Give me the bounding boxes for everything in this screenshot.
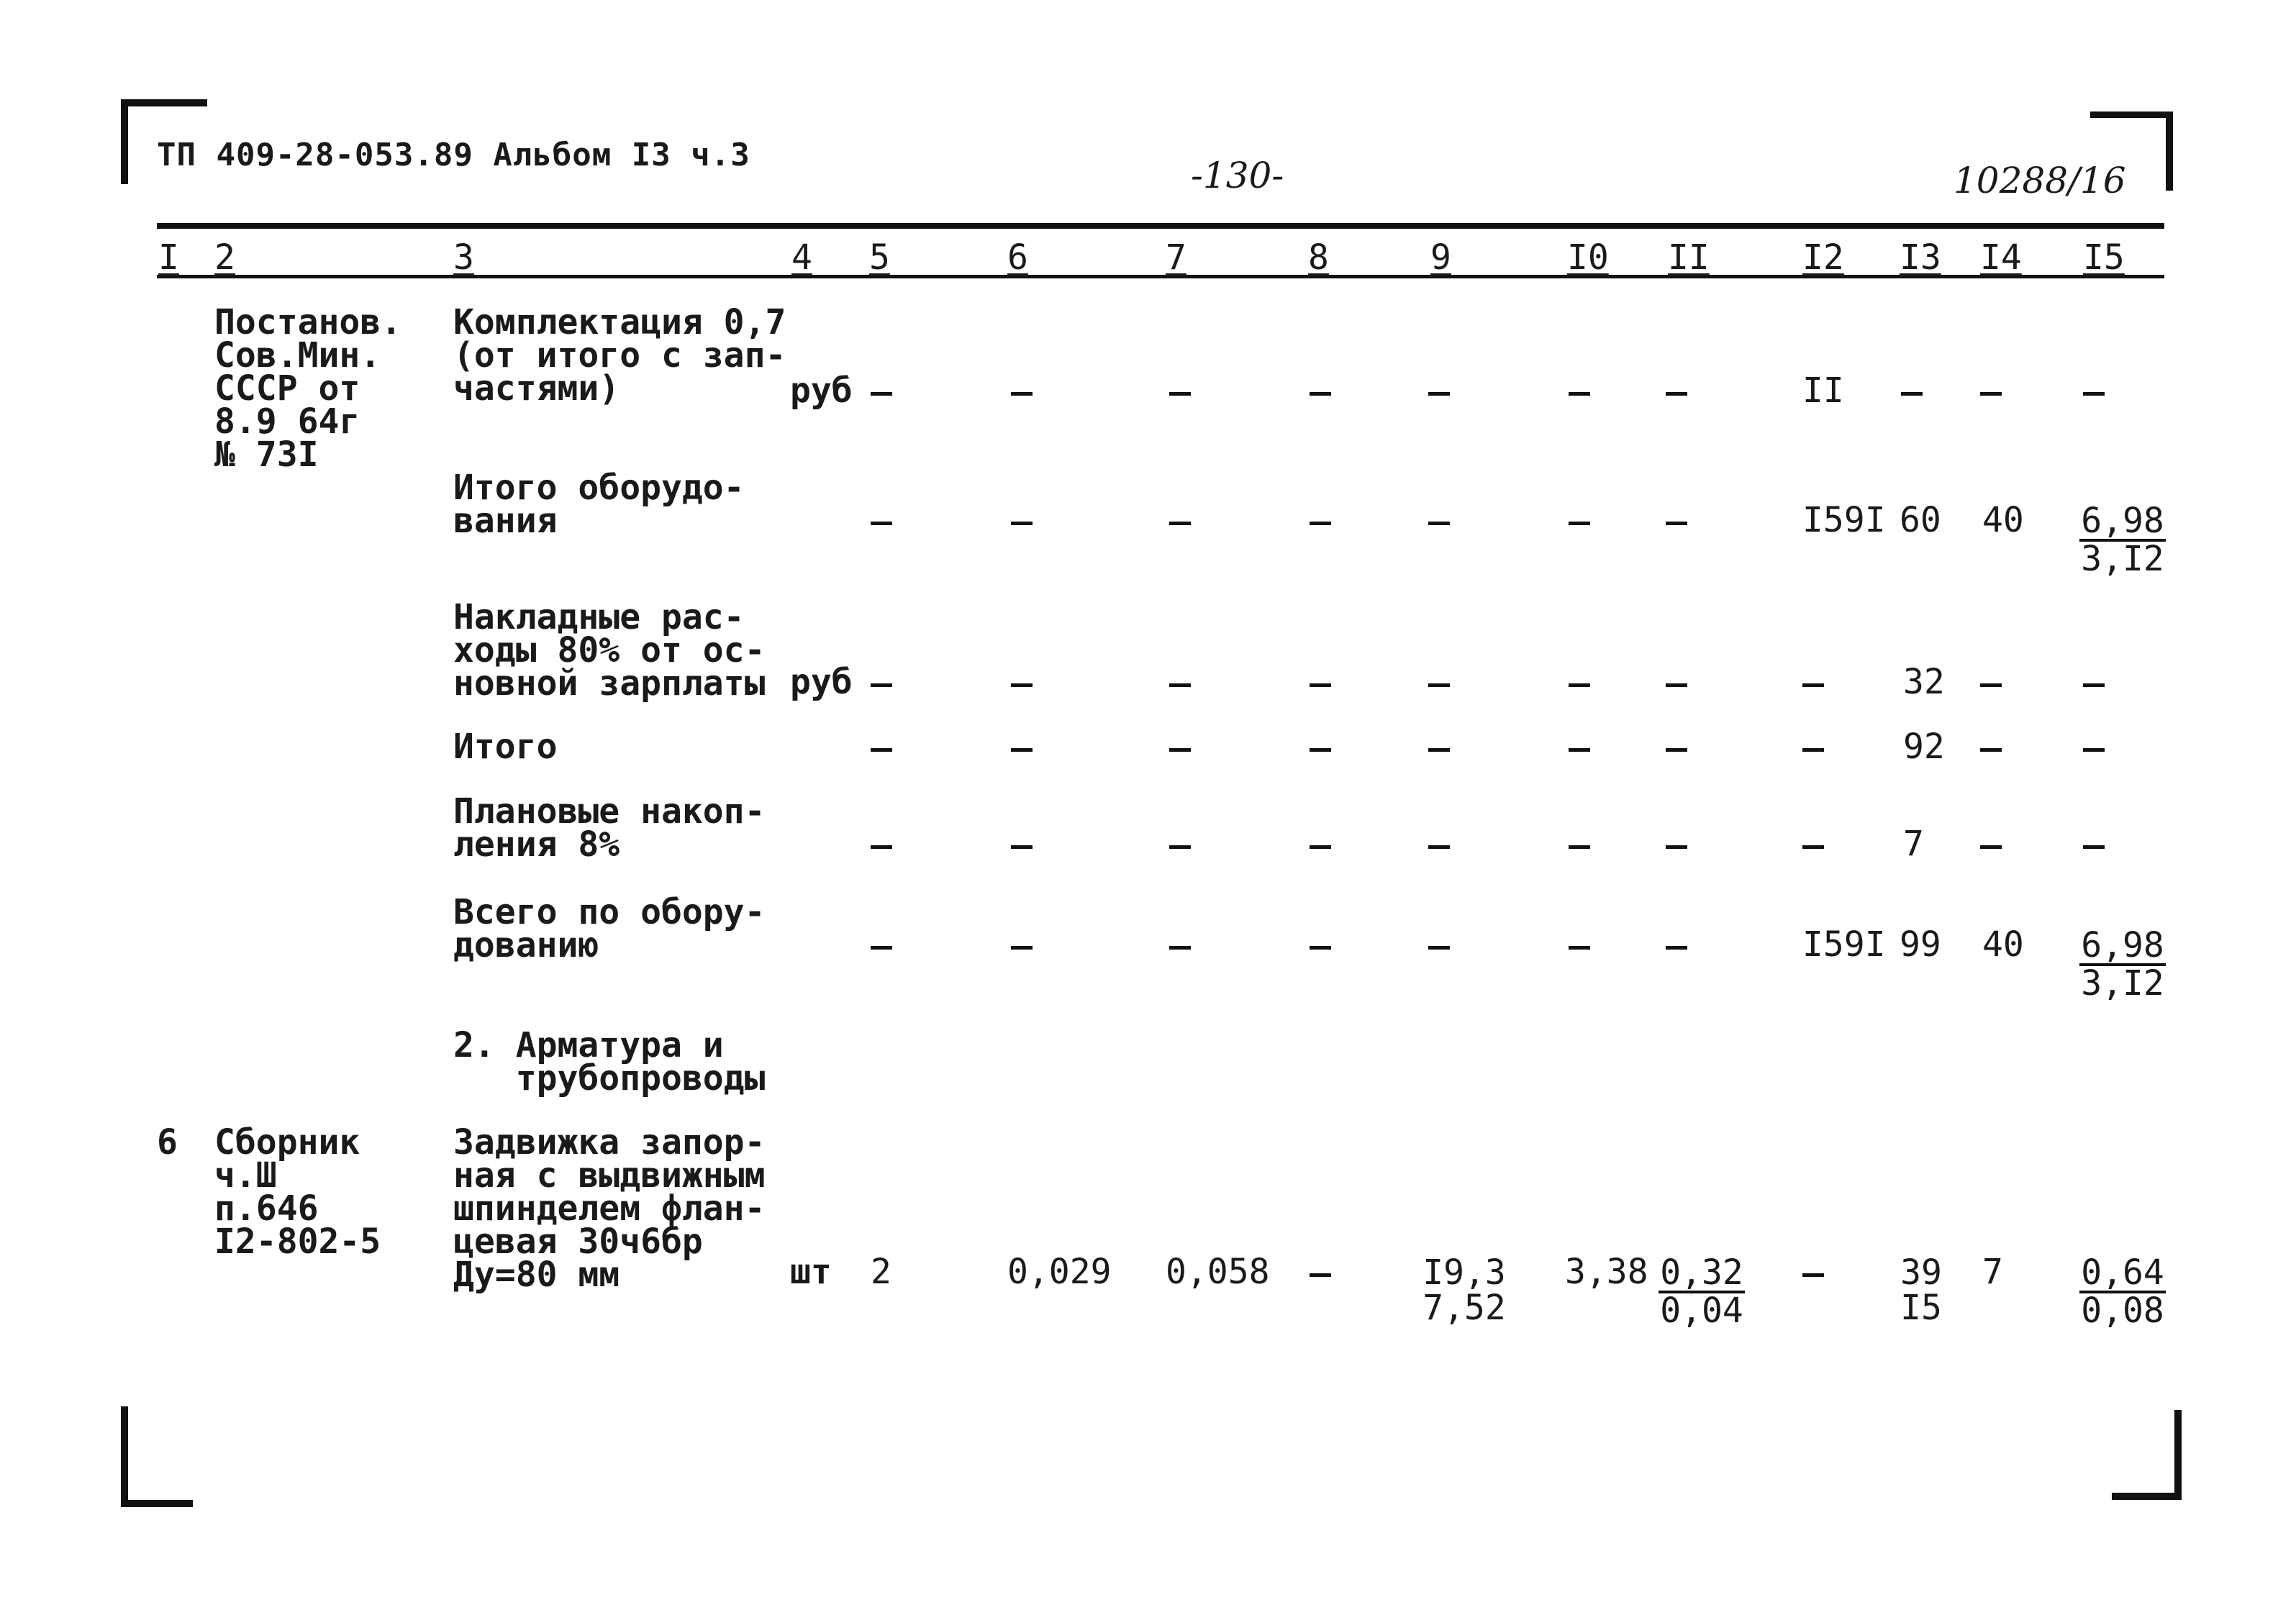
- row8-col6-value: 0,029: [1007, 1252, 1112, 1292]
- row2-dash-col11: [1666, 522, 1687, 525]
- row4-description: Итого: [453, 727, 558, 767]
- row6-dash-col10: [1569, 946, 1590, 950]
- row1-col12-value: II: [1802, 370, 1844, 411]
- row8-item-number: 6: [157, 1122, 178, 1163]
- row6-dash-col7: [1169, 946, 1191, 950]
- row6-col15-top: 6,98: [2079, 928, 2166, 966]
- row8-col13-fraction: [1892, 1252, 1950, 1328]
- row6-col12-value: I59I: [1802, 924, 1886, 965]
- row1-description: Комплектация 0,7 (от итого с зап- частями): [453, 302, 786, 409]
- corner-mark-bottom-right-h: [2112, 1493, 2180, 1500]
- row8-col9-fraction: [1421, 1252, 1507, 1328]
- row8-col11-top: 0,32: [1659, 1255, 1745, 1293]
- row8-description: Задвижка запор- ная с выдвижным шпинделем флан- цевая 30ч6бр Ду=80 мм: [453, 1122, 766, 1295]
- column-number-7: 7: [1166, 237, 1186, 278]
- row4-dash-col10: [1569, 748, 1590, 752]
- row6-col13-value: 99: [1900, 924, 1941, 965]
- corner-mark-top-left-h: [121, 99, 207, 106]
- row2-dash-col5: [871, 522, 892, 525]
- corner-mark-top-right-h: [2090, 112, 2173, 118]
- row1-dash-col10: [1569, 392, 1590, 396]
- row5-dash-col14: [1980, 845, 2002, 849]
- corner-mark-bottom-left-h: [121, 1500, 193, 1507]
- row2-col15-fraction: [2079, 501, 2166, 579]
- row6-dash-col9: [1428, 946, 1450, 950]
- row8-col15-bottom: 0,08: [2081, 1291, 2164, 1331]
- corner-mark-top-left: [121, 99, 128, 184]
- row1-dash-col14: [1980, 392, 2002, 396]
- row1-unit: руб: [790, 370, 853, 411]
- row8-col13-bottom: I5: [1900, 1288, 1942, 1328]
- column-number-1: I: [158, 237, 179, 278]
- row8-col9-bottom: 7,52: [1422, 1288, 1506, 1328]
- row5-dash-col7: [1169, 845, 1191, 849]
- row6-dash-col6: [1011, 946, 1033, 950]
- row8-col7-value: 0,058: [1166, 1252, 1270, 1292]
- row3-dash-col5: [871, 683, 892, 687]
- corner-mark-top-right: [2166, 112, 2173, 191]
- row3-dash-col7: [1169, 683, 1191, 687]
- row2-description: Итого оборудо- вания: [453, 468, 745, 541]
- row2-dash-col7: [1169, 522, 1191, 525]
- row1-dash-col5: [871, 392, 892, 396]
- row4-dash-col12: [1802, 748, 1824, 752]
- row4-dash-col7: [1169, 748, 1191, 752]
- row5-dash-col10: [1569, 845, 1590, 849]
- column-number-13: I3: [1900, 237, 1941, 278]
- row6-description: Всего по обору- дованию: [453, 892, 766, 965]
- row4-col13-value: 92: [1903, 727, 1945, 767]
- row2-col15-bottom: 3,I2: [2081, 539, 2164, 579]
- row8-source-reference: Сборник ч.Ш п.646 I2-802-5: [214, 1122, 381, 1262]
- row5-dash-col9: [1428, 845, 1450, 849]
- row1-dash-col9: [1428, 392, 1450, 396]
- row6-dash-col5: [871, 946, 892, 950]
- row3-dash-col10: [1569, 683, 1590, 687]
- row8-dash-col12: [1802, 1273, 1824, 1277]
- column-number-4: 4: [791, 237, 812, 278]
- row8-col11-bottom: 0,04: [1660, 1291, 1743, 1331]
- corner-mark-bottom-left: [121, 1406, 128, 1507]
- column-number-6: 6: [1007, 237, 1028, 278]
- section-heading: 2. Арматура и трубопроводы: [453, 1025, 766, 1098]
- row3-dash-col12: [1802, 683, 1824, 687]
- row2-dash-col9: [1428, 522, 1450, 525]
- row5-description: Плановые накоп- ления 8%: [453, 791, 766, 865]
- row5-col13-value: 7: [1903, 824, 1924, 864]
- page-number: -130-: [1191, 155, 1284, 196]
- row8-col10-value: 3,38: [1565, 1252, 1648, 1292]
- row8-col15-fraction: [2079, 1252, 2166, 1331]
- row4-dash-col11: [1666, 748, 1687, 752]
- column-number-2: 2: [214, 237, 235, 278]
- row1-dash-col7: [1169, 392, 1191, 396]
- row6-dash-col8: [1310, 946, 1331, 950]
- column-number-5: 5: [869, 237, 890, 278]
- row6-col15-fraction: [2079, 925, 2166, 1004]
- row8-unit: шт: [790, 1252, 832, 1292]
- row4-dash-col8: [1310, 748, 1331, 752]
- row3-dash-col6: [1011, 683, 1033, 687]
- column-number-11: II: [1668, 237, 1710, 278]
- row2-dash-col8: [1310, 522, 1331, 525]
- row1-dash-col13: [1901, 392, 1923, 396]
- document-title: ТП 409-28-053.89 Альбом I3 ч.3: [157, 137, 750, 173]
- row3-dash-col11: [1666, 683, 1687, 687]
- row2-dash-col6: [1011, 522, 1033, 525]
- row5-dash-col5: [871, 845, 892, 849]
- row3-col13-value: 32: [1903, 662, 1945, 702]
- row3-dash-col14: [1980, 683, 2002, 687]
- row1-dash-col8: [1310, 392, 1331, 396]
- row3-description: Накладные рас- ходы 80% от ос- новной зарплаты: [453, 597, 766, 704]
- row8-col11-fraction: [1659, 1252, 1745, 1331]
- row5-dash-col15: [2083, 845, 2105, 849]
- row2-col12-value: I59I: [1802, 500, 1886, 540]
- row1-dash-col11: [1666, 392, 1687, 396]
- sheet-reference: 10288/16: [1954, 160, 2126, 201]
- row5-dash-col6: [1011, 845, 1033, 849]
- row4-dash-col6: [1011, 748, 1033, 752]
- row4-dash-col5: [871, 748, 892, 752]
- header-rule-top: [157, 223, 2164, 229]
- row4-dash-col14: [1980, 748, 2002, 752]
- row1-dash-col15: [2083, 392, 2105, 396]
- row1-dash-col6: [1011, 392, 1033, 396]
- row6-col14-value: 40: [1982, 924, 2024, 965]
- row3-dash-col8: [1310, 683, 1331, 687]
- row5-dash-col11: [1666, 845, 1687, 849]
- row8-col15-top: 0,64: [2079, 1255, 2166, 1293]
- row6-col15-bottom: 3,I2: [2081, 963, 2164, 1004]
- row2-col14-value: 40: [1982, 500, 2024, 540]
- row3-dash-col9: [1428, 683, 1450, 687]
- row3-unit: руб: [790, 662, 853, 702]
- row8-quantity: 2: [871, 1252, 891, 1292]
- row6-dash-col11: [1666, 946, 1687, 950]
- row4-dash-col15: [2083, 748, 2105, 752]
- row5-dash-col8: [1310, 845, 1331, 849]
- row8-dash-col8: [1310, 1273, 1331, 1277]
- row2-col13-value: 60: [1900, 500, 1941, 540]
- column-number-8: 8: [1308, 237, 1329, 278]
- corner-mark-bottom-right: [2174, 1410, 2182, 1500]
- row8-col14-value: 7: [1982, 1252, 2003, 1292]
- column-number-12: I2: [1802, 237, 1844, 278]
- column-number-15: I5: [2083, 237, 2125, 278]
- column-number-3: 3: [453, 237, 474, 278]
- column-number-14: I4: [1980, 237, 2022, 278]
- row8-col13-top: 39: [1900, 1252, 1942, 1293]
- row3-dash-col15: [2083, 683, 2105, 687]
- row8-col9-top: I9,3: [1422, 1252, 1506, 1293]
- row1-source-reference: Постанов. Сов.Мин. СССР от 8.9 64г № 73I: [214, 302, 402, 475]
- column-number-10: I0: [1567, 237, 1609, 278]
- row2-dash-col10: [1569, 522, 1590, 525]
- row2-col15-top: 6,98: [2079, 504, 2166, 542]
- column-number-9: 9: [1430, 237, 1451, 278]
- row4-dash-col9: [1428, 748, 1450, 752]
- row5-dash-col12: [1802, 845, 1824, 849]
